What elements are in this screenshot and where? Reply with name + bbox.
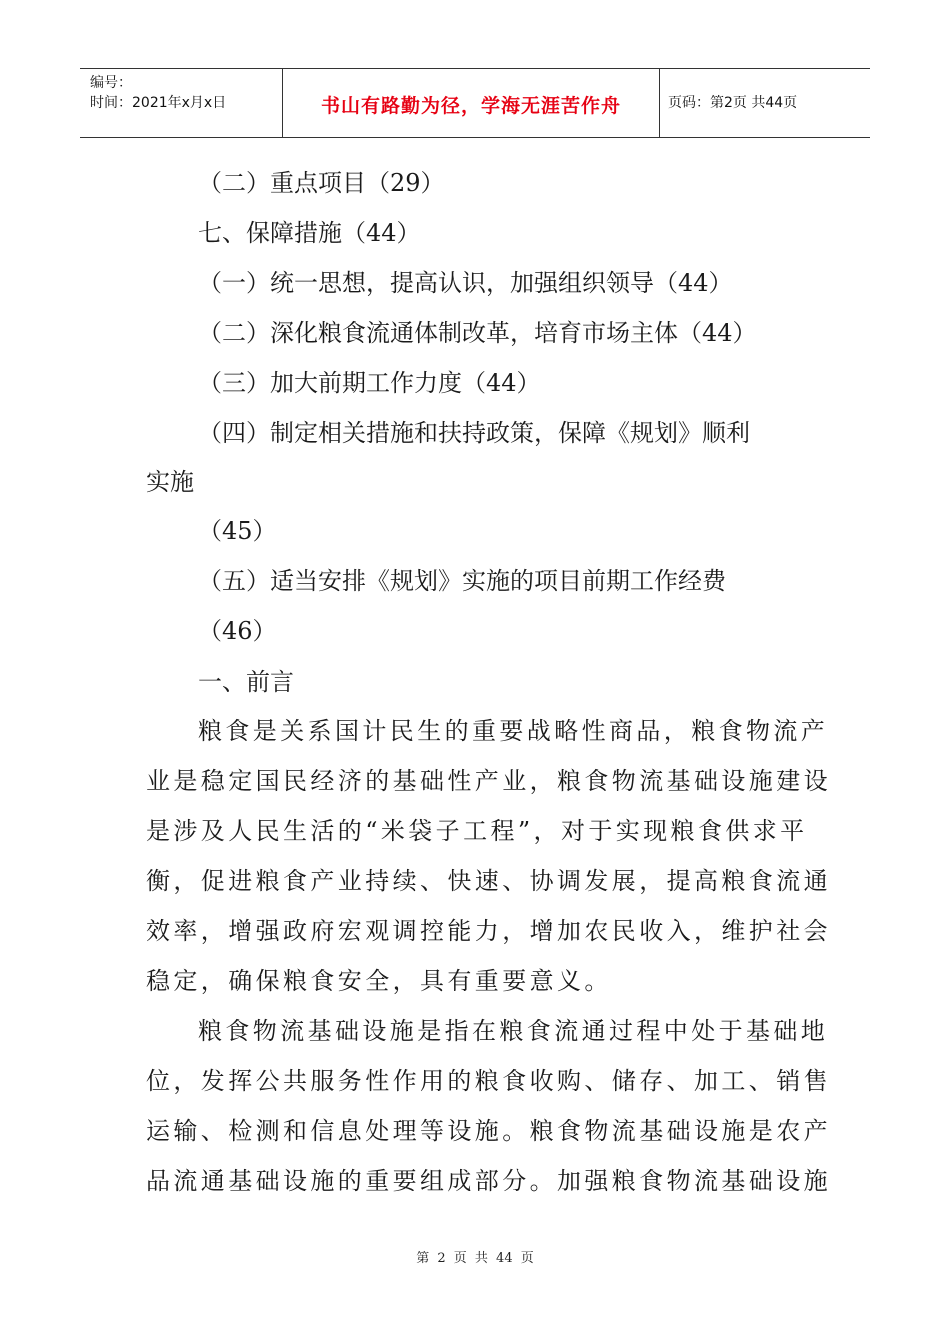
paragraph-line: 运输、检测和信息处理等设施。粮食物流基础设施是农产 [146,1117,831,1145]
toc-line: （二）深化粮食流通体制改革，培育市场主体（44） [198,319,757,347]
header-motto: 书山有路勤为径，学海无涯苦作舟 [320,95,621,117]
toc-line: （二）重点项目（29） [198,169,445,197]
toc-line: （45） [198,517,277,545]
toc-line: 七、保障措施（44） [198,219,421,247]
toc-line: （四）制定相关措施和扶持政策，保障《规划》顺利 [198,419,750,447]
toc-line: （46） [198,617,277,645]
header-page-cell [660,69,870,137]
header-page-info: 页码：第2页 共44页 [668,95,798,111]
section-heading: 一、前言 [198,668,294,696]
page-footer: 第 2 页 共 44 页 [416,1251,534,1266]
paragraph-line: 稳定，确保粮食安全，具有重要意义。 [146,967,612,995]
page-header [80,68,870,138]
code-label: 编号： [90,75,132,91]
header-motto-cell [282,69,660,137]
paragraph-line: 品流通基础设施的重要组成部分。加强粮食物流基础设施 [146,1167,831,1195]
paragraph-line: 衡，促进粮食产业持续、快速、协调发展，提高粮食流通 [146,867,831,895]
toc-line: （一）统一思想，提高认识，加强组织领导（44） [198,269,733,297]
toc-line: （五）适当安排《规划》实施的项目前期工作经费 [198,567,726,595]
paragraph-line: 粮食是关系国计民生的重要战略性商品，粮食物流产 [198,717,829,745]
toc-line: 实施 [146,468,194,496]
paragraph-line: 粮食物流基础设施是指在粮食流通过程中处于基础地 [198,1017,829,1045]
paragraph-line: 是涉及人民生活的“米袋子工程”，对于实现粮食供求平 [146,817,808,845]
paragraph-line: 效率，增强政府宏观调控能力，增加农民收入，维护社会 [146,917,831,945]
toc-line: （三）加大前期工作力度（44） [198,369,541,397]
time-label: 时间：2021年x月x日 [90,95,227,111]
paragraph-line: 业是稳定国民经济的基础性产业，粮食物流基础设施建设 [146,767,831,795]
paragraph-line: 位，发挥公共服务性作用的粮食收购、储存、加工、销售 [146,1067,831,1095]
header-meta-cell [80,69,280,137]
